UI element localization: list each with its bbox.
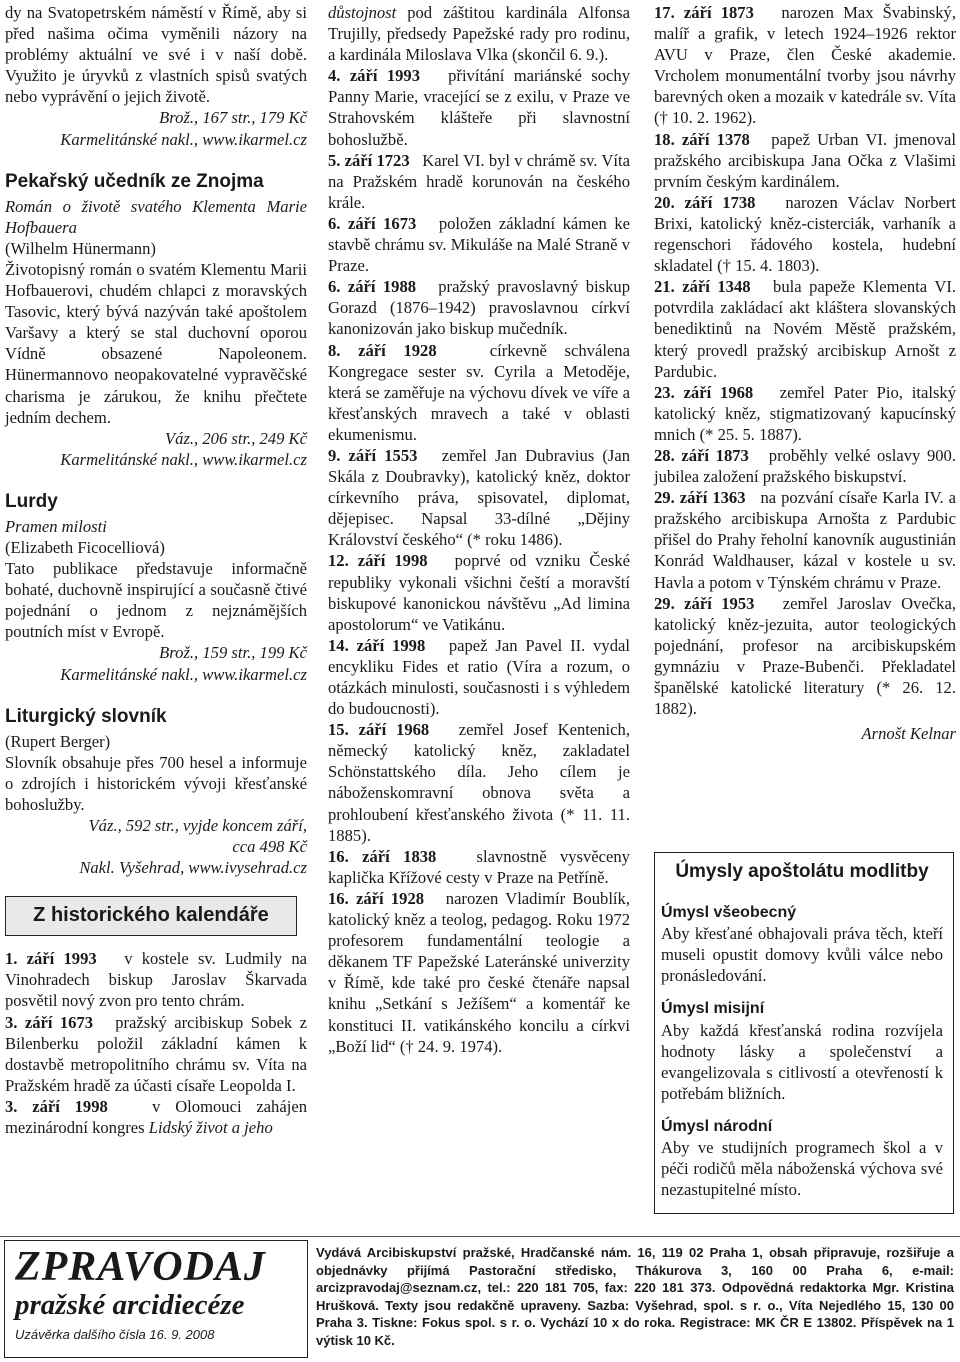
calendar-entry: [654, 129, 956, 192]
intro-text: dy na Svatopetrském náměstí v Římě, aby si před našima očima vyměnili názory na problémy aktuální ve své i v naší době. Využito je úryvků z vlastních spisů svatých nebo vyprávění o jejich životě.: [5, 3, 307, 107]
book-subtitle: Pramen milosti: [5, 516, 107, 536]
entry-date: 3. září 1673: [5, 1012, 94, 1032]
entry-text: položen základní kámen ke stavbě chrámu sv. Mikuláše na Malé Straně v Praze.: [328, 213, 630, 276]
calendar-entry: [328, 340, 630, 445]
prayer-intentions-box: [654, 852, 954, 1214]
entry-text: na pozvání císaře Karla IV. a pražského arcibiskupa Arnošta z Pardubic přišel do Prahy řeholní kanovník augustinián Konrád Waldhauser, kázal v kostele u sv. Havla a potom v Týnském chrámu v Praze.: [654, 488, 956, 592]
book-author: (Rupert Berger): [5, 731, 111, 751]
prayer-text: Aby každá křesťanská rodina rozvíjela hodnoty lásky a společenství a evangelizovala s citlivostí a otevřeností k potřebám bližních.: [661, 1020, 943, 1103]
calendar-entry: [654, 487, 956, 592]
entry-date: 8. září 1928: [328, 340, 437, 360]
masthead-title: ZPRAVODAJ: [15, 1244, 266, 1290]
book-description: Tato publikace představuje informačně bohaté, duchovně inspirující a současně čtivé pojednání o jednom z nejznámějších poutních míst v Evropě.: [5, 559, 307, 642]
calendar-entry: [328, 65, 630, 149]
entry-text: zemřel Jan Dubravius (Jan Skála z Doubravky), katolický kněz, doktor církevního práva, spisovatel, diplomat, dějepisec. Napsal 33-dílné „Dějiny Království českého“ (* roku 1486).: [328, 445, 631, 550]
prayer-text: Aby křesťané obhajovali práva těch, kteří museli opustit domovy kvůli válce nebo pronásledování.: [661, 924, 943, 986]
entry-date: 12. září 1998: [328, 551, 428, 571]
intro-price: Brož., 167 str., 179 Kč: [159, 108, 307, 128]
book-price: Váz., 592 str., vyjde koncem září,: [88, 816, 307, 835]
entry-date: 6. září 1673: [328, 213, 417, 233]
entry-text-italic: Lidský život a jeho: [148, 1118, 273, 1138]
entry-text: pražský arcibiskup Sobek z Bilenberku položil základní kámen k dostavbě metropolitního chrámu sv. Víta na Pražském hradě za účasti císaře Leopolda I.: [5, 1012, 307, 1095]
entry-text: pod záštitou kardinála Alfonsa Trujilly, předsedy Papežské rady pro rodinu, a kardinála Miloslava Vlka (skončil 6. 9.).: [328, 3, 630, 65]
entry-text: v Olomouci zahájen mezinárodní kongres: [5, 1096, 307, 1138]
calendar-entry: [654, 192, 956, 276]
column-middle: [328, 2, 630, 1057]
entry-date: 21. září 1348: [654, 277, 751, 297]
entry-date: 28. září 1873: [654, 445, 749, 465]
entry-text: přivítání mariánské sochy Panny Marie, vracející se z exilu, v Praze ve Strahovském klášteře při slavnostní bohoslužbě.: [328, 66, 630, 149]
book-price: Brož., 159 str., 199 Kč: [159, 643, 307, 663]
masthead-box: [4, 1240, 308, 1358]
intro-publisher[interactable]: Karmelitánské nakl., www.ikarmel.cz: [60, 129, 307, 149]
calendar-entry: [328, 213, 630, 276]
calendar-entry: [328, 635, 630, 719]
entry-text: narozen Max Švabinský, malíř a grafik, v letech 1924–1926 rektor AVU v Praze, člen České akademie. Vrcholem monumentální tvorby jsou návrhy barevných oken a mozaik v katedrále sv. Víta († 10. 2. 1962).: [654, 3, 956, 128]
book-title: Lurdy: [5, 490, 58, 512]
prayer-heading: Úmysl národní: [661, 1117, 773, 1135]
entry-text: zemřel Pater Pio, italský katolický kněz, stigmatizovaný kapucínský mnich (* 25. 5. 1887).: [654, 382, 956, 444]
book-author: (Wilhelm Hünermann): [5, 238, 156, 258]
entry-date: 15. září 1968: [328, 720, 430, 740]
calendar-heading: Z historického kalendáře: [33, 904, 269, 927]
book-subtitle: Román o životě svatého Klementa Marie Hofbauera: [5, 196, 307, 237]
calendar-entry: [328, 445, 630, 550]
prayer-heading: Úmysl všeobecný: [661, 904, 797, 922]
calendar-entry: [5, 948, 307, 1011]
entry-text: pražský pravoslavný biskup Gorazd (1876–1942) pravoslavnou církví kanonizován jako biskup mučedník.: [328, 277, 630, 339]
entry-date: 17. září 1873: [654, 3, 754, 22]
entry-date: 18. září 1378: [654, 129, 750, 149]
entry-text: narozen Václav Norbert Brixi, katolický kněz-cisterciák, varhaník a regenschori řádového kostela, hudební skladatel († 15. 4. 1803).: [654, 192, 957, 276]
entry-date: 29. září 1953: [654, 593, 755, 613]
book-price-estimate: cca 498 Kč: [232, 837, 307, 857]
entry-date: 6. září 1988: [328, 277, 417, 297]
deadline-note: Uzávěrka dalšího čísla 16. 9. 2008: [15, 1327, 215, 1342]
calendar-entry: [328, 846, 630, 888]
entry-date: 3. září 1998: [5, 1096, 108, 1116]
entry-date: 9. září 1553: [328, 445, 418, 465]
entry-date: 16. září 1928: [328, 888, 425, 908]
entry-date: 23. září 1968: [654, 382, 754, 402]
entry-date: 5. září 1723: [328, 150, 410, 170]
entry-date: 1. září 1993: [5, 949, 97, 969]
book-author: (Elizabeth Ficocelliová): [5, 537, 165, 557]
entry-text: církevně schválena Kongregace sester sv. Cyrila a Metoděje, která se zaměřuje na výchovu dívek ve víře a křesťanských mravech a také v oblasti ekumenismu.: [328, 340, 630, 444]
entry-date: 20. září 1738: [654, 192, 756, 212]
column-right: [654, 2, 956, 744]
calendar-entry: [5, 1096, 307, 1138]
prayer-box-title: Úmysly apoštolátu modlitby: [675, 861, 929, 882]
entry-text: papež Jan Pavel II. vydal encykliku Fides et ratio (Víra a rozum, o otázkách minulosti, současnosti i s výhledem do budoucnosti).: [328, 635, 630, 719]
entry-text: v kostele sv. Ludmily na Vinohradech biskup Jaroslav Škarvada posvětil nový zvon pro tento chrám.: [5, 949, 307, 1011]
calendar-entry-continued: [328, 2, 630, 65]
calendar-entry: [5, 1012, 307, 1096]
calendar-entry: [328, 276, 630, 339]
author-signature: Arnošt Kelnar: [861, 724, 956, 744]
calendar-entry: [328, 150, 630, 213]
entry-text: zemřel Jaroslav Ovečka, katolický kněz-jezuita, autor teologických pojednání, profesor na arcibiskupském gymnáziu v Praze-Bubenči. Překladatel španělské katolické literatury (* 26. 12. 1882).: [654, 593, 956, 719]
calendar-entry: [654, 593, 956, 720]
book-title: Pekařský učedník ze Znojma: [5, 170, 264, 192]
entry-text: zemřel Josef Kentenich, německý katolický kněz, zakladatel Schönstattského díla. Jeho cílem je náboženskomravní obnova světa a prohloubení křesťanského života (* 11. 11. 1885).: [328, 720, 630, 845]
entry-text: papež Urban VI. jmenoval pražského arcibiskupa Jana Očka z Vlašimi prvním českým kardinálem.: [654, 129, 956, 191]
column-left: [5, 2, 307, 1138]
entry-text: Karel VI. byl v chrámě sv. Víta na Pražském hradě korunován na českého krále.: [328, 150, 630, 212]
entry-text: narozen Vladimír Boublík, katolický kněz a teolog, pedagog. Roku 1972 profesorem fundamentální teologie a děkanem TF Papežské Lateránské univerzity v Římě, kde také pro české čtenáře napsal knihu „Setkání s Ježíšem“ a komentář ke konstituci II. vatikánského koncilu a církvi „Boží lid“ († 24. 9. 1974).: [328, 888, 630, 1056]
entry-date: 29. září 1363: [654, 488, 746, 508]
entry-text: bula papeže Klementa VI. potvrdila zakládací akt kláštera slovanských benediktinů na Novém Městě pražském, který provedl pražský arcibiskup Arnošt z Pardubic.: [654, 277, 957, 381]
masthead-subtitle: pražské arcidiecéze: [15, 1289, 245, 1321]
book-price: Váz., 206 str., 249 Kč: [165, 428, 307, 448]
entry-text: poprvé od vzniku České republiky vykonali všichni čeští a moravští biskupové kanonickou návštěvu „Ad limina apostolorum“ ve Vatikánu.: [328, 551, 630, 634]
calendar-entry: [328, 719, 630, 846]
prayer-heading: Úmysl misijní: [661, 1000, 765, 1018]
book-title: Liturgický slovník: [5, 705, 167, 727]
calendar-entry: [328, 550, 630, 634]
calendar-heading-box: [5, 896, 297, 936]
book-description: Slovník obsahuje přes 700 hesel a informuje o zdrojích i historickém vývoji křesťanské bohoslužby.: [5, 752, 307, 814]
prayer-text: Aby ve studijních programech škol a v péči rodičů měla náboženská výchova své nezastupitelné místo.: [661, 1138, 943, 1200]
publisher-imprint: Vydává Arcibiskupství pražské, Hradčanské nám. 16, 119 02 Praha 1, obsah připravuje, rozšiřuje a objednávky přijímá Pastorační středisko, Thákurova 3, 160 00 Praha 6, e-mail: arcizpravodaj@seznam.cz, tel.: 220 181 705, fax: 220 181 373. Odpovědná redaktorka Mgr. Kristina Hrušková. Texty jsou redakčně upraveny. Sazba: Vyšehrad, spol. s r. o., Víta Nejedlého 15, 130 00 Praha 3. Tiskne: Fokus spol. s r. o. Vychází 10 x do roka. Registrace: MK ČR E 13802. Příspěvek na 1 výtisk 10 Kč.: [316, 1245, 954, 1348]
entry-text: slavnostně vysvěceny kaplička Křížové cesty v Praze na Petříně.: [328, 846, 630, 887]
footer-divider: [0, 1236, 960, 1237]
entry-date: 4. září 1993: [328, 66, 421, 86]
calendar-entry: [328, 888, 630, 1057]
entry-date: 16. září 1838: [328, 846, 437, 866]
calendar-entry: [654, 445, 956, 487]
book-publisher[interactable]: Karmelitánské nakl., www.ikarmel.cz: [60, 449, 307, 469]
calendar-entry: [654, 382, 956, 445]
calendar-entry: [654, 2, 956, 129]
entry-text-italic: důstojnost: [328, 3, 397, 22]
entry-date: 14. září 1998: [328, 635, 426, 655]
book-publisher[interactable]: Karmelitánské nakl., www.ikarmel.cz: [60, 664, 307, 684]
book-publisher[interactable]: Nakl. Vyšehrad, www.ivysehrad.cz: [79, 858, 307, 878]
book-description: Životopisný román o svatém Klementu Marii Hofbauerovi, chudém chlapci z moravských Tasovic, který bývá nazýván také apoštolem Varšavy a který se stal duchovní oporou Vídně obsazené Napoleonem. Hünermannovo neopakovatelné vypravěčské charisma je zárukou, že knihu přečtete jedním dechem.: [5, 259, 307, 427]
entry-text: proběhly velké oslavy 900. jubilea založení pražského biskupství.: [654, 445, 956, 487]
calendar-entry: [654, 276, 956, 381]
